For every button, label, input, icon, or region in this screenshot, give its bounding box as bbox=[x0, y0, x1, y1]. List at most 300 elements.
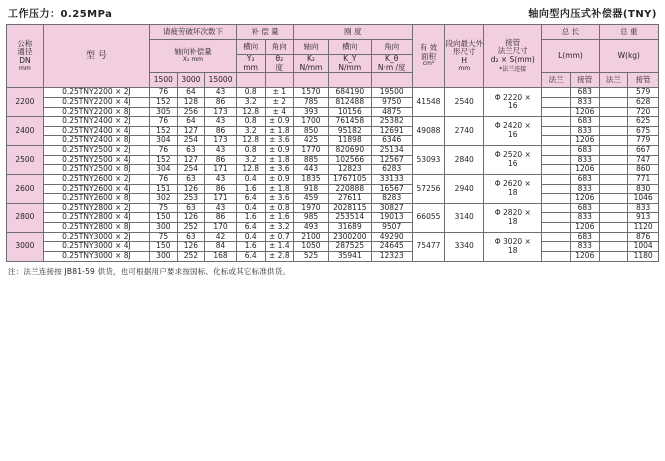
th-stiff-angular-unit: K_θ N·m /度 bbox=[371, 55, 412, 73]
cell-comp-lateral: 6.4 bbox=[236, 194, 265, 204]
cell-weight-flange bbox=[599, 223, 628, 233]
cell-comp-angular: ± 0.9 bbox=[265, 146, 294, 156]
cell-model: 0.25TNY2800 × 2J bbox=[43, 203, 149, 213]
cell-weight-pipe: 1120 bbox=[628, 223, 659, 233]
cell-length-pipe: 1206 bbox=[570, 107, 599, 117]
cell-weight-pipe: 720 bbox=[628, 107, 659, 117]
cell-model: 0.25TNY2500 × 8J bbox=[43, 165, 149, 175]
cell-weight-flange bbox=[599, 88, 628, 98]
th-comp-angular-blank bbox=[265, 73, 294, 88]
cell-length-pipe: 683 bbox=[570, 117, 599, 127]
cell-model: 0.25TNY2200 × 2J bbox=[43, 88, 149, 98]
cell-model: 0.25TNY2800 × 4J bbox=[43, 213, 149, 223]
th-weight-title: 总 重 bbox=[599, 25, 658, 40]
cell-cycles-1500: 150 bbox=[150, 242, 178, 252]
th-model: 型 号 bbox=[43, 25, 149, 88]
cell-stiff-angular: 24645 bbox=[371, 242, 412, 252]
cell-model: 0.25TNY2400 × 4J bbox=[43, 126, 149, 136]
cell-dn: 2500 bbox=[7, 146, 44, 175]
cell-weight-pipe: 779 bbox=[628, 136, 659, 146]
cell-comp-angular: ± 0.9 bbox=[265, 174, 294, 184]
cell-stiff-angular: 6346 bbox=[371, 136, 412, 146]
cell-stiff-axial: 393 bbox=[294, 107, 329, 117]
th-cycles-3000: 3000 bbox=[177, 73, 205, 88]
cell-weight-flange bbox=[599, 126, 628, 136]
cell-stiff-angular: 12691 bbox=[371, 126, 412, 136]
cell-flange-size: Φ 2820 × 18 bbox=[484, 203, 542, 232]
cell-cycles-3000: 63 bbox=[177, 146, 205, 156]
cell-weight-flange bbox=[599, 165, 628, 175]
cell-stiff-angular: 9507 bbox=[371, 223, 412, 233]
cell-weight-flange bbox=[599, 136, 628, 146]
cell-length-pipe: 683 bbox=[570, 88, 599, 98]
cell-stiff-axial: 443 bbox=[294, 165, 329, 175]
cell-cycles-15000: 173 bbox=[205, 107, 237, 117]
th-stiff-lateral-blank bbox=[328, 73, 371, 88]
cell-cycles-3000: 254 bbox=[177, 136, 205, 146]
specification-table bbox=[6, 24, 659, 262]
cell-comp-lateral: 3.2 bbox=[236, 155, 265, 165]
cell-comp-lateral: 12.8 bbox=[236, 136, 265, 146]
cell-length-flange bbox=[542, 251, 571, 261]
cell-comp-lateral: 0.4 bbox=[236, 203, 265, 213]
th-stiff-angular-blank bbox=[371, 73, 412, 88]
th-compensation-title: 补 偿 量 bbox=[236, 25, 293, 40]
cell-stiff-angular: 19013 bbox=[371, 213, 412, 223]
cell-cycles-1500: 150 bbox=[150, 213, 178, 223]
th-flange-size: 接管 法兰尺寸 d₂ × S(mm) *法兰连接 bbox=[484, 25, 542, 88]
cell-length-pipe: 1206 bbox=[570, 223, 599, 233]
cell-weight-flange bbox=[599, 155, 628, 165]
cell-comp-angular: ± 2 bbox=[265, 97, 294, 107]
cell-comp-angular: ± 3.6 bbox=[265, 136, 294, 146]
cell-area: 41548 bbox=[412, 88, 445, 117]
cell-cycles-15000: 43 bbox=[205, 146, 237, 156]
cell-cycles-15000: 86 bbox=[205, 184, 237, 194]
cell-cycles-15000: 86 bbox=[205, 213, 237, 223]
cell-stiff-axial: 918 bbox=[294, 184, 329, 194]
cell-stiff-axial: 425 bbox=[294, 136, 329, 146]
cell-weight-pipe: 1046 bbox=[628, 194, 659, 204]
cell-length-flange bbox=[542, 232, 571, 242]
cell-length-flange bbox=[542, 213, 571, 223]
cell-weight-flange bbox=[599, 107, 628, 117]
cell-comp-lateral: 3.2 bbox=[236, 97, 265, 107]
cell-model: 0.25TNY2500 × 4J bbox=[43, 155, 149, 165]
cell-stiff-angular: 33133 bbox=[371, 174, 412, 184]
cell-model: 0.25TNY2800 × 8J bbox=[43, 223, 149, 233]
table-row bbox=[7, 97, 659, 107]
cell-cycles-1500: 151 bbox=[150, 184, 178, 194]
cell-model: 0.25TNY3000 × 8J bbox=[43, 251, 149, 261]
cell-flange-size: Φ 2620 × 18 bbox=[484, 174, 542, 203]
cell-stiff-angular: 12567 bbox=[371, 155, 412, 165]
cell-cycles-15000: 43 bbox=[205, 174, 237, 184]
cell-cycles-1500: 300 bbox=[150, 251, 178, 261]
th-stiff-lateral: 横向 bbox=[328, 40, 371, 55]
cell-length-pipe: 1206 bbox=[570, 165, 599, 175]
cell-length-flange bbox=[542, 146, 571, 156]
cell-length-flange bbox=[542, 88, 571, 98]
cell-cycles-15000: 171 bbox=[205, 194, 237, 204]
cell-weight-flange bbox=[599, 203, 628, 213]
cell-comp-lateral: 1.6 bbox=[236, 213, 265, 223]
cell-stiff-axial: 885 bbox=[294, 155, 329, 165]
cell-cycles-1500: 75 bbox=[150, 232, 178, 242]
cell-stiff-angular: 6283 bbox=[371, 165, 412, 175]
cell-comp-angular: ± 1.8 bbox=[265, 126, 294, 136]
cell-comp-lateral: 3.2 bbox=[236, 126, 265, 136]
cell-model: 0.25TNY2600 × 8J bbox=[43, 194, 149, 204]
th-length-flange: 法兰 bbox=[542, 73, 571, 88]
table-row bbox=[7, 242, 659, 252]
cell-area: 66055 bbox=[412, 203, 445, 232]
cell-cycles-1500: 304 bbox=[150, 165, 178, 175]
page-header bbox=[6, 0, 659, 24]
cell-cycles-3000: 64 bbox=[177, 88, 205, 98]
cell-stiff-lateral: 102566 bbox=[328, 155, 371, 165]
cell-weight-flange bbox=[599, 232, 628, 242]
cell-stiff-lateral: 2300200 bbox=[328, 232, 371, 242]
th-weight-flange: 法兰 bbox=[599, 73, 628, 88]
cell-flange-size: Φ 3020 × 18 bbox=[484, 232, 542, 261]
cell-weight-pipe: 913 bbox=[628, 213, 659, 223]
cell-length-flange bbox=[542, 223, 571, 233]
cell-h-max: 3340 bbox=[445, 232, 484, 261]
th-dn: 公称 通径 DN mm bbox=[7, 25, 44, 88]
cell-length-flange bbox=[542, 117, 571, 127]
cell-cycles-3000: 127 bbox=[177, 155, 205, 165]
th-stiffness-title: 刚 度 bbox=[294, 25, 413, 40]
th-comp-lateral-blank bbox=[236, 73, 265, 88]
cell-h-max: 2740 bbox=[445, 117, 484, 146]
cell-weight-flange bbox=[599, 242, 628, 252]
th-stiff-lateral-unit: K_Y N/mm bbox=[328, 55, 371, 73]
cell-comp-angular: ± 3.2 bbox=[265, 223, 294, 233]
cell-length-flange bbox=[542, 165, 571, 175]
cell-flange-size: Φ 2520 × 16 bbox=[484, 146, 542, 175]
cell-comp-angular: ± 0.7 bbox=[265, 232, 294, 242]
cell-weight-pipe: 747 bbox=[628, 155, 659, 165]
cell-stiff-lateral: 27611 bbox=[328, 194, 371, 204]
cell-dn: 2800 bbox=[7, 203, 44, 232]
cell-length-pipe: 683 bbox=[570, 203, 599, 213]
table-row bbox=[7, 194, 659, 204]
cell-stiff-axial: 850 bbox=[294, 126, 329, 136]
cell-stiff-angular: 30827 bbox=[371, 203, 412, 213]
cell-cycles-15000: 168 bbox=[205, 251, 237, 261]
cell-weight-flange bbox=[599, 117, 628, 127]
cell-cycles-3000: 127 bbox=[177, 126, 205, 136]
cell-length-pipe: 683 bbox=[570, 146, 599, 156]
cell-cycles-15000: 86 bbox=[205, 97, 237, 107]
cell-cycles-1500: 302 bbox=[150, 194, 178, 204]
cell-flange-size: Φ 2220 × 16 bbox=[484, 88, 542, 117]
cell-cycles-15000: 42 bbox=[205, 232, 237, 242]
cell-comp-angular: ± 3.6 bbox=[265, 194, 294, 204]
cell-comp-lateral: 1.6 bbox=[236, 242, 265, 252]
cell-model: 0.25TNY3000 × 2J bbox=[43, 232, 149, 242]
cell-stiff-angular: 4875 bbox=[371, 107, 412, 117]
cell-h-max: 2840 bbox=[445, 146, 484, 175]
cell-stiff-angular: 16567 bbox=[371, 184, 412, 194]
footnote: 注：法兰连接按 JB81-59 供货，也可根据用户要求按国标、化标或其它标准供货。 bbox=[8, 266, 291, 276]
cell-dn: 3000 bbox=[7, 232, 44, 261]
cell-cycles-15000: 173 bbox=[205, 136, 237, 146]
cell-cycles-3000: 252 bbox=[177, 251, 205, 261]
cell-stiff-angular: 12323 bbox=[371, 251, 412, 261]
cell-comp-lateral: 0.8 bbox=[236, 88, 265, 98]
cell-h-max: 2940 bbox=[445, 174, 484, 203]
cell-length-flange bbox=[542, 184, 571, 194]
cell-weight-flange bbox=[599, 174, 628, 184]
cell-comp-angular: ± 1 bbox=[265, 88, 294, 98]
cell-stiff-angular: 19500 bbox=[371, 88, 412, 98]
cell-cycles-15000: 43 bbox=[205, 117, 237, 127]
cell-dn: 2400 bbox=[7, 117, 44, 146]
cell-cycles-1500: 75 bbox=[150, 203, 178, 213]
table-row bbox=[7, 251, 659, 261]
th-weight-unit: W(kg) bbox=[599, 40, 658, 73]
cell-dn: 2600 bbox=[7, 174, 44, 203]
th-comp-angular-unit: θ₂ 度 bbox=[265, 55, 294, 73]
cell-stiff-lateral: 684190 bbox=[328, 88, 371, 98]
cell-weight-pipe: 579 bbox=[628, 88, 659, 98]
cell-stiff-axial: 459 bbox=[294, 194, 329, 204]
table-body bbox=[7, 88, 659, 261]
cell-cycles-3000: 64 bbox=[177, 117, 205, 127]
cell-weight-pipe: 625 bbox=[628, 117, 659, 127]
cell-cycles-3000: 126 bbox=[177, 213, 205, 223]
cell-comp-angular: ± 1.6 bbox=[265, 213, 294, 223]
cell-weight-pipe: 833 bbox=[628, 203, 659, 213]
cell-weight-pipe: 675 bbox=[628, 126, 659, 136]
cell-stiff-lateral: 95182 bbox=[328, 126, 371, 136]
cell-area: 53093 bbox=[412, 146, 445, 175]
cell-cycles-3000: 252 bbox=[177, 223, 205, 233]
cell-stiff-lateral: 31689 bbox=[328, 223, 371, 233]
cell-stiff-lateral: 11898 bbox=[328, 136, 371, 146]
cell-cycles-1500: 152 bbox=[150, 97, 178, 107]
th-cycles-sub: 轴向补偿量 X₂ mm bbox=[150, 40, 237, 73]
cell-length-pipe: 683 bbox=[570, 174, 599, 184]
cell-length-flange bbox=[542, 174, 571, 184]
cell-weight-pipe: 830 bbox=[628, 184, 659, 194]
cell-cycles-3000: 128 bbox=[177, 97, 205, 107]
cell-stiff-lateral: 820690 bbox=[328, 146, 371, 156]
cell-weight-pipe: 628 bbox=[628, 97, 659, 107]
cell-stiff-lateral: 2028115 bbox=[328, 203, 371, 213]
table-row bbox=[7, 117, 659, 127]
cell-model: 0.25TNY3000 × 4J bbox=[43, 242, 149, 252]
cell-stiff-axial: 985 bbox=[294, 213, 329, 223]
cell-area: 49088 bbox=[412, 117, 445, 146]
cell-cycles-15000: 171 bbox=[205, 165, 237, 175]
cell-comp-lateral: 0.4 bbox=[236, 174, 265, 184]
cell-cycles-1500: 304 bbox=[150, 136, 178, 146]
cell-model: 0.25TNY2400 × 8J bbox=[43, 136, 149, 146]
cell-stiff-axial: 1050 bbox=[294, 242, 329, 252]
th-cycles-15000: 15000 bbox=[205, 73, 237, 88]
cell-stiff-lateral: 12823 bbox=[328, 165, 371, 175]
cell-h-max: 3140 bbox=[445, 203, 484, 232]
cell-stiff-axial: 2100 bbox=[294, 232, 329, 242]
cell-stiff-axial: 1770 bbox=[294, 146, 329, 156]
cell-cycles-15000: 43 bbox=[205, 203, 237, 213]
cell-area: 75477 bbox=[412, 232, 445, 261]
cell-stiff-axial: 493 bbox=[294, 223, 329, 233]
cell-comp-lateral: 12.8 bbox=[236, 165, 265, 175]
cell-cycles-3000: 256 bbox=[177, 107, 205, 117]
cell-stiff-angular: 9750 bbox=[371, 97, 412, 107]
cell-comp-lateral: 6.4 bbox=[236, 251, 265, 261]
cell-length-pipe: 1206 bbox=[570, 194, 599, 204]
cell-length-pipe: 833 bbox=[570, 126, 599, 136]
cell-weight-pipe: 1180 bbox=[628, 251, 659, 261]
cell-comp-angular: ± 0.8 bbox=[265, 203, 294, 213]
cell-stiff-lateral: 761458 bbox=[328, 117, 371, 127]
cell-comp-angular: ± 2.8 bbox=[265, 251, 294, 261]
cell-stiff-lateral: 812488 bbox=[328, 97, 371, 107]
cell-weight-flange bbox=[599, 251, 628, 261]
cell-comp-angular: ± 1.8 bbox=[265, 155, 294, 165]
cell-stiff-axial: 1970 bbox=[294, 203, 329, 213]
cell-cycles-3000: 63 bbox=[177, 232, 205, 242]
cell-cycles-15000: 84 bbox=[205, 242, 237, 252]
cell-comp-lateral: 6.4 bbox=[236, 223, 265, 233]
cell-comp-angular: ± 0.9 bbox=[265, 117, 294, 127]
cell-stiff-lateral: 1767105 bbox=[328, 174, 371, 184]
cell-stiff-angular: 8283 bbox=[371, 194, 412, 204]
cell-length-flange bbox=[542, 194, 571, 204]
cell-weight-pipe: 771 bbox=[628, 174, 659, 184]
cell-weight-pipe: 876 bbox=[628, 232, 659, 242]
table-row bbox=[7, 223, 659, 233]
cell-stiff-axial: 525 bbox=[294, 251, 329, 261]
cell-length-pipe: 833 bbox=[570, 242, 599, 252]
cell-cycles-1500: 305 bbox=[150, 107, 178, 117]
cell-length-flange bbox=[542, 136, 571, 146]
cell-comp-lateral: 12.8 bbox=[236, 107, 265, 117]
th-area: 有 效 面积 cm² bbox=[412, 25, 445, 88]
th-comp-lateral-unit: Y₂ mm bbox=[236, 55, 265, 73]
cell-stiff-lateral: 220888 bbox=[328, 184, 371, 194]
th-stiff-axial-blank bbox=[294, 73, 329, 88]
cell-length-pipe: 833 bbox=[570, 97, 599, 107]
cell-model: 0.25TNY2600 × 2J bbox=[43, 174, 149, 184]
th-length-pipe: 接管 bbox=[570, 73, 599, 88]
cell-cycles-15000: 170 bbox=[205, 223, 237, 233]
cell-cycles-1500: 152 bbox=[150, 126, 178, 136]
cell-stiff-axial: 1570 bbox=[294, 88, 329, 98]
cell-cycles-1500: 76 bbox=[150, 146, 178, 156]
th-comp-lateral: 横向 bbox=[236, 40, 265, 55]
cell-cycles-1500: 76 bbox=[150, 117, 178, 127]
cell-weight-flange bbox=[599, 97, 628, 107]
th-comp-angular: 角向 bbox=[265, 40, 294, 55]
th-cycles-1500: 1500 bbox=[150, 73, 178, 88]
cell-cycles-1500: 76 bbox=[150, 174, 178, 184]
cell-stiff-lateral: 35941 bbox=[328, 251, 371, 261]
cell-comp-lateral: 0.4 bbox=[236, 232, 265, 242]
cell-weight-pipe: 1004 bbox=[628, 242, 659, 252]
cell-stiff-angular: 25382 bbox=[371, 117, 412, 127]
th-stiff-angular: 角向 bbox=[371, 40, 412, 55]
cell-length-flange bbox=[542, 126, 571, 136]
cell-model: 0.25TNY2600 × 4J bbox=[43, 184, 149, 194]
cell-cycles-3000: 63 bbox=[177, 203, 205, 213]
cell-stiff-angular: 25134 bbox=[371, 146, 412, 156]
cell-stiff-axial: 1700 bbox=[294, 117, 329, 127]
cell-length-pipe: 1206 bbox=[570, 136, 599, 146]
cell-stiff-axial: 1835 bbox=[294, 174, 329, 184]
cell-cycles-3000: 254 bbox=[177, 165, 205, 175]
table-header bbox=[7, 25, 659, 88]
table-row bbox=[7, 88, 659, 98]
th-weight-pipe: 接管 bbox=[628, 73, 659, 88]
th-cycles-title: 请疲劳破坏次数下 bbox=[150, 25, 237, 40]
cell-comp-lateral: 0.8 bbox=[236, 117, 265, 127]
cell-stiff-lateral: 287525 bbox=[328, 242, 371, 252]
cell-stiff-angular: 49290 bbox=[371, 232, 412, 242]
cell-comp-angular: ± 1.8 bbox=[265, 184, 294, 194]
cell-cycles-3000: 253 bbox=[177, 194, 205, 204]
working-pressure-label: 工作压力：0.25MPa bbox=[8, 9, 113, 20]
cell-model: 0.25TNY2400 × 2J bbox=[43, 117, 149, 127]
cell-weight-flange bbox=[599, 213, 628, 223]
cell-cycles-15000: 43 bbox=[205, 88, 237, 98]
th-length-title: 总 长 bbox=[542, 25, 599, 40]
cell-comp-lateral: 0.8 bbox=[236, 146, 265, 156]
cell-cycles-1500: 152 bbox=[150, 155, 178, 165]
th-length-unit: L(mm) bbox=[542, 40, 599, 73]
cell-length-flange bbox=[542, 107, 571, 117]
cell-stiff-lateral: 10156 bbox=[328, 107, 371, 117]
cell-weight-flange bbox=[599, 194, 628, 204]
cell-comp-angular: ± 4 bbox=[265, 107, 294, 117]
cell-weight-pipe: 860 bbox=[628, 165, 659, 175]
cell-weight-flange bbox=[599, 184, 628, 194]
product-title: 轴向型内压式补偿器(TNY) bbox=[528, 9, 657, 20]
cell-length-flange bbox=[542, 97, 571, 107]
table-row bbox=[7, 174, 659, 184]
cell-length-flange bbox=[542, 203, 571, 213]
cell-length-pipe: 833 bbox=[570, 155, 599, 165]
cell-stiff-lateral: 253514 bbox=[328, 213, 371, 223]
cell-h-max: 2540 bbox=[445, 88, 484, 117]
cell-length-pipe: 1206 bbox=[570, 251, 599, 261]
cell-model: 0.25TNY2200 × 8J bbox=[43, 107, 149, 117]
th-h-max: 段向最大外 形尺寸 H mm bbox=[445, 25, 484, 88]
cell-cycles-3000: 126 bbox=[177, 184, 205, 194]
cell-cycles-15000: 86 bbox=[205, 155, 237, 165]
th-stiff-axial: 轴向 bbox=[294, 40, 329, 55]
cell-weight-flange bbox=[599, 146, 628, 156]
cell-model: 0.25TNY2500 × 2J bbox=[43, 146, 149, 156]
cell-weight-pipe: 667 bbox=[628, 146, 659, 156]
cell-length-pipe: 833 bbox=[570, 213, 599, 223]
cell-area: 57256 bbox=[412, 174, 445, 203]
cell-flange-size: Φ 2420 × 16 bbox=[484, 117, 542, 146]
table-row bbox=[7, 146, 659, 156]
cell-comp-angular: ± 3.6 bbox=[265, 165, 294, 175]
cell-length-pipe: 683 bbox=[570, 232, 599, 242]
cell-dn: 2200 bbox=[7, 88, 44, 117]
cell-length-pipe: 833 bbox=[570, 184, 599, 194]
cell-comp-lateral: 1.6 bbox=[236, 184, 265, 194]
cell-cycles-1500: 300 bbox=[150, 223, 178, 233]
cell-stiff-axial: 785 bbox=[294, 97, 329, 107]
